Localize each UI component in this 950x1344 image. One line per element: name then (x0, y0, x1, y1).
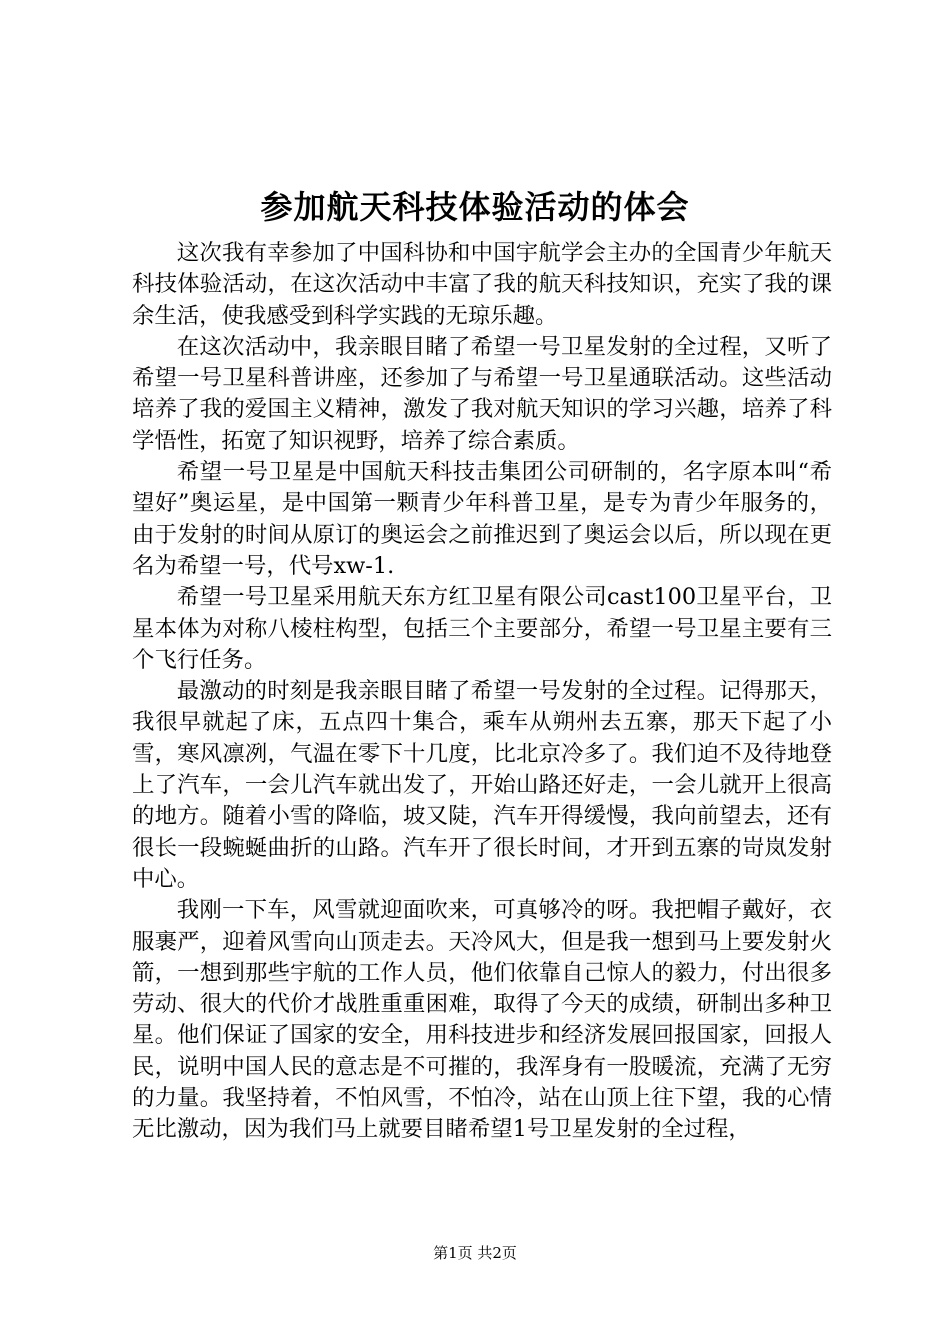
document-title: 参加航天科技体验活动的体会 (260, 188, 690, 226)
paragraph-3: 希望一号卫星是中国航天科技击集团公司研制的，名字原本叫“希望好”奥运星，是中国第一颗青少年科普卫星，是专为青少年服务的，由于发射的时间从原订的奥运会之前推迟到了奥运会以后，所以现在更名为希望一号，代号xw-1. (132, 459, 832, 579)
document-body (132, 238, 832, 1146)
paragraph-1: 这次我有幸参加了中国科协和中国宇航学会主办的全国青少年航天科技体验活动，在这次活动中丰富了我的航天科技知识，充实了我的课余生活，使我感受到科学实践的无琼乐趣。 (132, 240, 832, 329)
paragraph-2: 在这次活动中，我亲眼目睹了希望一号卫星发射的全过程，又听了希望一号卫星科普讲座，还参加了与希望一号卫星通联活动。这些活动培养了我的爱国主义精神，激发了我对航天知识的学习兴趣，培养了科学悟性，拓宽了知识视野，培养了综合素质。 (132, 333, 832, 454)
paragraph-6: 我刚一下车，风雪就迎面吹来，可真够冷的呀。我把帽子戴好，衣服裹严，迎着风雪向山顶走去。天冷风大，但是我一想到马上要发射火箭，一想到那些宇航的工作人员，他们依靠自己惊人的毅力，付出很多劳动、很大的代价才战胜重重困难，取得了今天的成绩，研制出多种卫星。他们保证了国家的安全，用科技进步和经济发展回报国家，回报人民，说明中国人民的意志是不可摧的，我浑身有一股暖流，充满了无穷的力量。我坚持着，不怕风雪，不怕冷，站在山顶上往下望，我的心情无比激动，因为我们马上就要目睹希望1号卫星发射的全过程， (132, 897, 832, 1143)
paragraph-4: 希望一号卫星采用航天东方红卫星有限公司cast100卫星平台，卫星本体为对称八棱柱构型，包括三个主要部分，希望一号卫星主要有三个飞行任务。 (132, 584, 832, 673)
page-number-footer: 第1页 共2页 (433, 1244, 517, 1262)
paragraph-5: 最激动的时刻是我亲眼目睹了希望一号发射的全过程。记得那天，我很早就起了床，五点四十集合，乘车从朔州去五寨，那天下起了小雪，寒风凛冽，气温在零下十几度，比北京冷多了。我们迫不及待地登上了汽车，一会儿汽车就出发了，开始山路还好走，一会儿就开上很高的地方。随着小雪的降临，坡又陡，汽车开得缓慢，我向前望去，还有很长一段蜿蜒曲折的山路。汽车开了很长时间，才开到五寨的岢岚发射中心。 (132, 678, 832, 892)
